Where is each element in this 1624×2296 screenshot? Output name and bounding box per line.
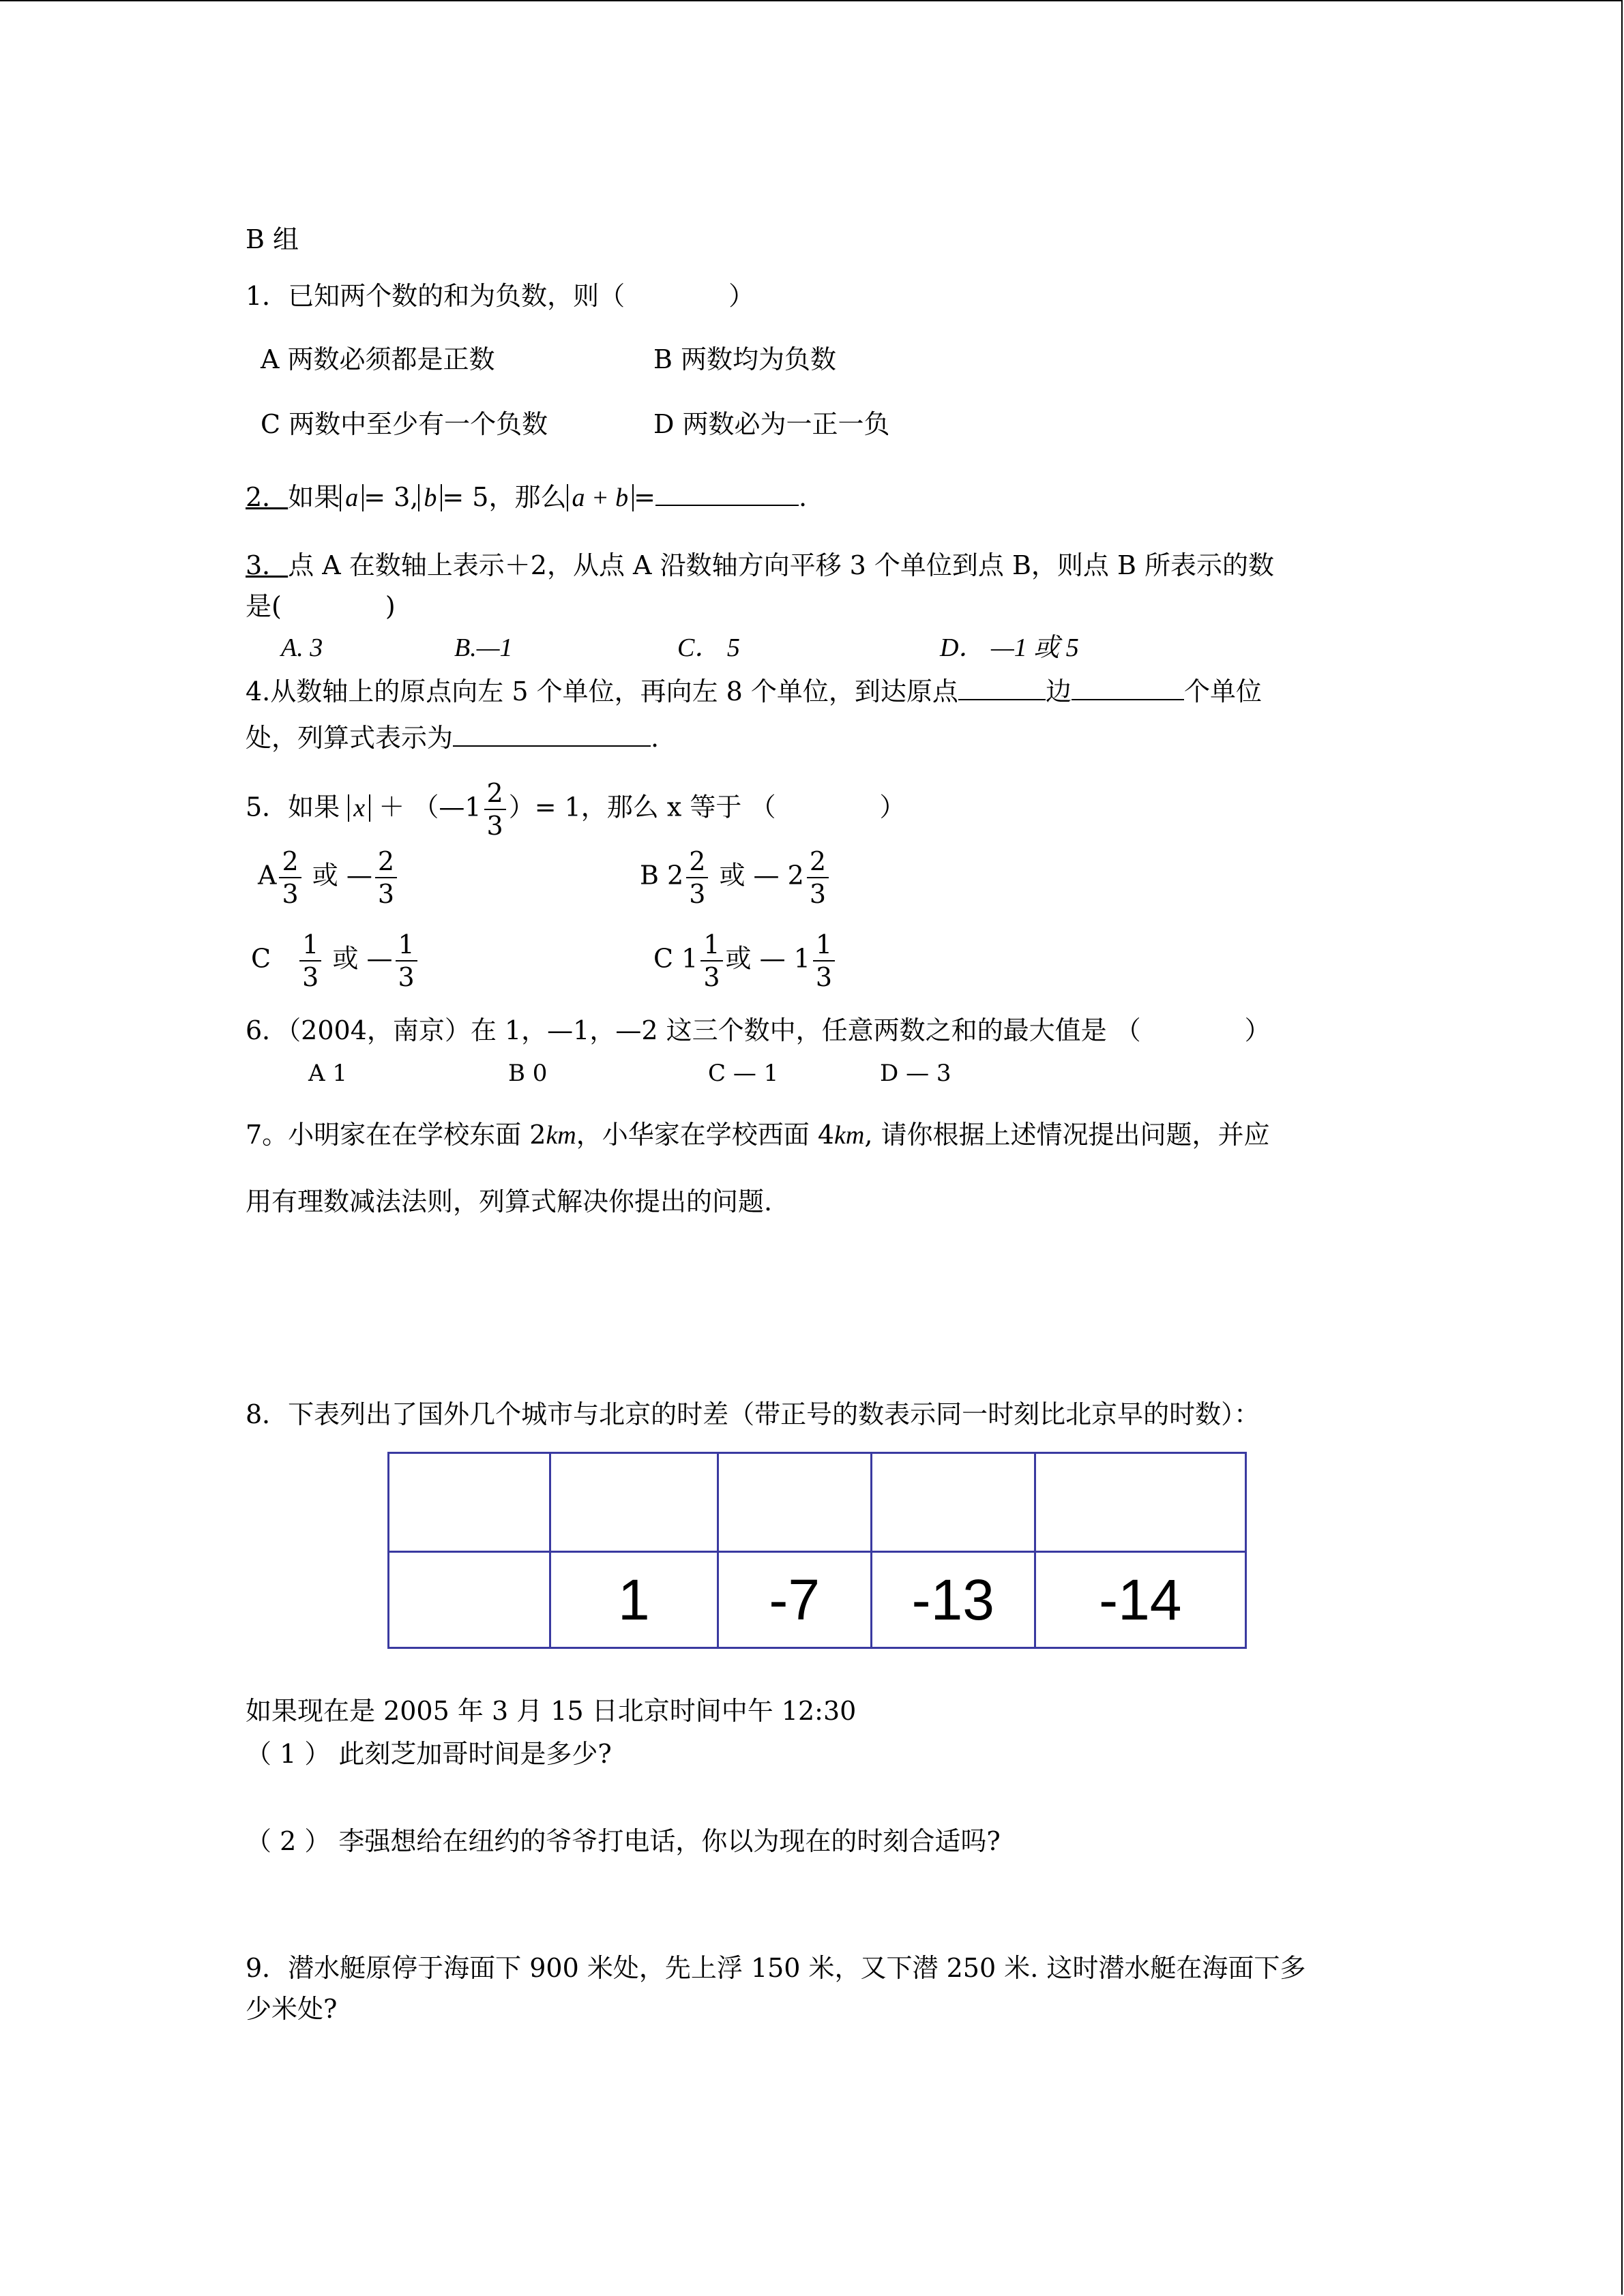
q5-c-frac2-den: 3 xyxy=(398,962,415,992)
q5-d-frac1-den: 3 xyxy=(703,962,720,992)
q5-d-label: C 1 xyxy=(653,943,698,974)
q2-answer-blank xyxy=(655,481,799,506)
q3-number: 3． xyxy=(246,550,289,580)
q4-line2 xyxy=(246,721,659,754)
q5-c-frac2-num: 1 xyxy=(396,929,417,961)
q5-option-a xyxy=(258,846,400,910)
q5-c-label: C xyxy=(251,943,271,974)
q5-b-frac2-num: 2 xyxy=(807,846,829,878)
q7-text-b: ，小华家在学校西面 4 xyxy=(576,1120,835,1150)
q5-text2: ）= 1，那么 x 等于 （ ） xyxy=(508,792,906,822)
q7-line2: 用有理数减法法则，列算式解决你提出的问题. xyxy=(246,1187,773,1217)
q5-b-frac2-den: 3 xyxy=(809,879,826,909)
q2-text: 如果 xyxy=(288,482,340,512)
q5-a-frac2-den: 3 xyxy=(377,879,395,909)
q4-blank-direction xyxy=(958,676,1046,700)
q4-blank-expression xyxy=(453,722,651,747)
q3-option-b: B.—1 xyxy=(454,633,513,662)
q2-number: 2． xyxy=(246,482,289,512)
q5-b-or: 或 — 2 xyxy=(719,860,804,891)
q5-option-b xyxy=(640,846,831,910)
q5-plus: ＋ （—1 xyxy=(379,792,482,822)
q5-a-frac1 xyxy=(279,846,301,910)
q5-a-label: A xyxy=(258,860,277,891)
q2-eq3: = xyxy=(634,482,655,512)
q5-a-frac2 xyxy=(375,846,397,910)
q5-a-frac1-num: 2 xyxy=(279,846,301,878)
q5-d-or: 或 — 1 xyxy=(725,943,810,974)
q5-a-or: 或 — xyxy=(312,860,372,891)
q1-stem: 1．已知两个数的和为负数，则（ ） xyxy=(246,281,755,311)
q7-km-2: km xyxy=(834,1121,865,1150)
q8-sub2: （ 2 ） 李强想给在纽约的爷爷打电话，你以为现在的时刻合适吗? xyxy=(246,1826,1001,1856)
q7-text-a: 7。小明家在在学校东面 2 xyxy=(246,1120,546,1150)
q5-d-frac1 xyxy=(700,929,722,993)
q5-c-frac1 xyxy=(299,929,321,993)
table-cell xyxy=(389,1552,550,1648)
q4-text2: 边 xyxy=(1045,676,1072,706)
q5-c-frac1-den: 3 xyxy=(302,962,319,992)
q2-abs-b: b xyxy=(418,484,442,511)
q5-c-frac2 xyxy=(396,929,417,993)
table-cell xyxy=(872,1453,1035,1552)
q3-option-c: C． 5 xyxy=(677,633,740,662)
q2-eq1: = 3, xyxy=(364,482,419,512)
q5-c-frac1-num: 1 xyxy=(299,929,321,961)
q5-option-d xyxy=(653,929,838,993)
q5-b-frac1-den: 3 xyxy=(689,879,706,909)
q2-abs-a: a xyxy=(340,484,364,511)
q5-b-frac1-num: 2 xyxy=(686,846,708,878)
q4-text3: 个单位 xyxy=(1183,676,1262,706)
q5-fraction-num: 2 xyxy=(484,777,506,810)
q5-a-frac1-den: 3 xyxy=(282,879,299,909)
q1-option-b: B 两数均为负数 xyxy=(653,344,837,374)
q5-fraction-den: 3 xyxy=(486,811,503,841)
table-cell xyxy=(389,1453,550,1552)
q4-text4: 处，列算式表示为 xyxy=(246,723,454,753)
q1-option-c: C 两数中至少有一个负数 xyxy=(261,409,548,439)
table-cell: -14 xyxy=(1035,1552,1245,1648)
q5-b-frac2 xyxy=(807,846,829,910)
q7-line1 xyxy=(246,1118,1270,1152)
q3-option-a: A. 3 xyxy=(281,633,323,662)
q4-blank-units xyxy=(1072,676,1184,700)
q4-line1 xyxy=(246,675,1262,708)
table-cell xyxy=(550,1453,718,1552)
q5-abs-x: x xyxy=(348,794,370,822)
table-row xyxy=(389,1453,1246,1552)
q5-b-frac1 xyxy=(686,846,708,910)
q6-stem: 6．（2004，南京）在 1，—1，—2 这三个数中，任意两数之和的最大值是 （ ） xyxy=(246,1015,1271,1045)
table-cell: 1 xyxy=(550,1552,718,1648)
q8-stem: 8．下表列出了国外几个城市与北京的时差（带正号的数表示同一时刻比北京早的时数）： xyxy=(246,1399,1260,1429)
q4-end: . xyxy=(651,723,660,753)
q5-d-frac2 xyxy=(813,929,835,993)
q5-line xyxy=(246,777,905,841)
q9-line2: 少米处? xyxy=(246,1994,338,2024)
q3-text: 点 A 在数轴上表示＋2，从点 A 沿数轴方向平移 3 个单位到点 B，则点 B 所表示的数 xyxy=(288,550,1274,580)
q5-text1: 5．如果 xyxy=(246,792,340,822)
table-cell xyxy=(718,1453,871,1552)
q5-fraction xyxy=(484,777,506,841)
q7-text-c: , 请你根据上述情况提出问题，并应 xyxy=(864,1120,1270,1150)
q8-time: 如果现在是 2005 年 3 月 15 日北京时间中午 12:30 xyxy=(246,1696,857,1726)
table-cell: -13 xyxy=(872,1552,1035,1648)
q1-option-a: A 两数必须都是正数 xyxy=(261,344,495,374)
time-difference-table xyxy=(387,1452,1247,1649)
section-title: B 组 xyxy=(246,224,299,254)
q5-a-frac2-num: 2 xyxy=(375,846,397,878)
q1-option-d: D 两数必为一正一负 xyxy=(653,409,890,439)
q5-option-c xyxy=(251,929,420,993)
q5-d-frac2-den: 3 xyxy=(815,962,833,992)
table-cell xyxy=(1035,1453,1245,1552)
q2-end: . xyxy=(799,482,808,512)
q8-sub1: （ 1 ） 此刻芝加哥时间是多少? xyxy=(246,1739,612,1769)
q5-c-or: 或 — xyxy=(332,943,393,974)
q3-line1 xyxy=(246,549,1274,582)
table-cell: -7 xyxy=(718,1552,871,1648)
q7-km-1: km xyxy=(546,1121,576,1150)
q2-eq2: = 5，那么 xyxy=(442,482,567,512)
q3-option-d: D． —1 或 5 xyxy=(940,633,1079,662)
table-row xyxy=(389,1552,1246,1648)
q2-line xyxy=(246,481,807,513)
q6-option-d: D — 3 xyxy=(880,1060,951,1087)
q2-abs-ab: a + b xyxy=(567,484,634,511)
q5-d-frac1-num: 1 xyxy=(700,929,722,961)
q9-line1: 9．潜水艇原停于海面下 900 米处，先上浮 150 米，又下潜 250 米. 这时潜水艇在海面下多 xyxy=(246,1953,1306,1983)
q6-option-a: A 1 xyxy=(308,1060,347,1087)
q5-b-label: B 2 xyxy=(640,860,684,891)
q5-d-frac2-num: 1 xyxy=(813,929,835,961)
q6-option-c: C — 1 xyxy=(708,1060,779,1087)
q3-line2: 是( ) xyxy=(246,591,396,621)
q4-text1: 4.从数轴上的原点向左 5 个单位，再向左 8 个单位，到达原点 xyxy=(246,676,958,706)
q6-option-b: B 0 xyxy=(508,1060,548,1087)
